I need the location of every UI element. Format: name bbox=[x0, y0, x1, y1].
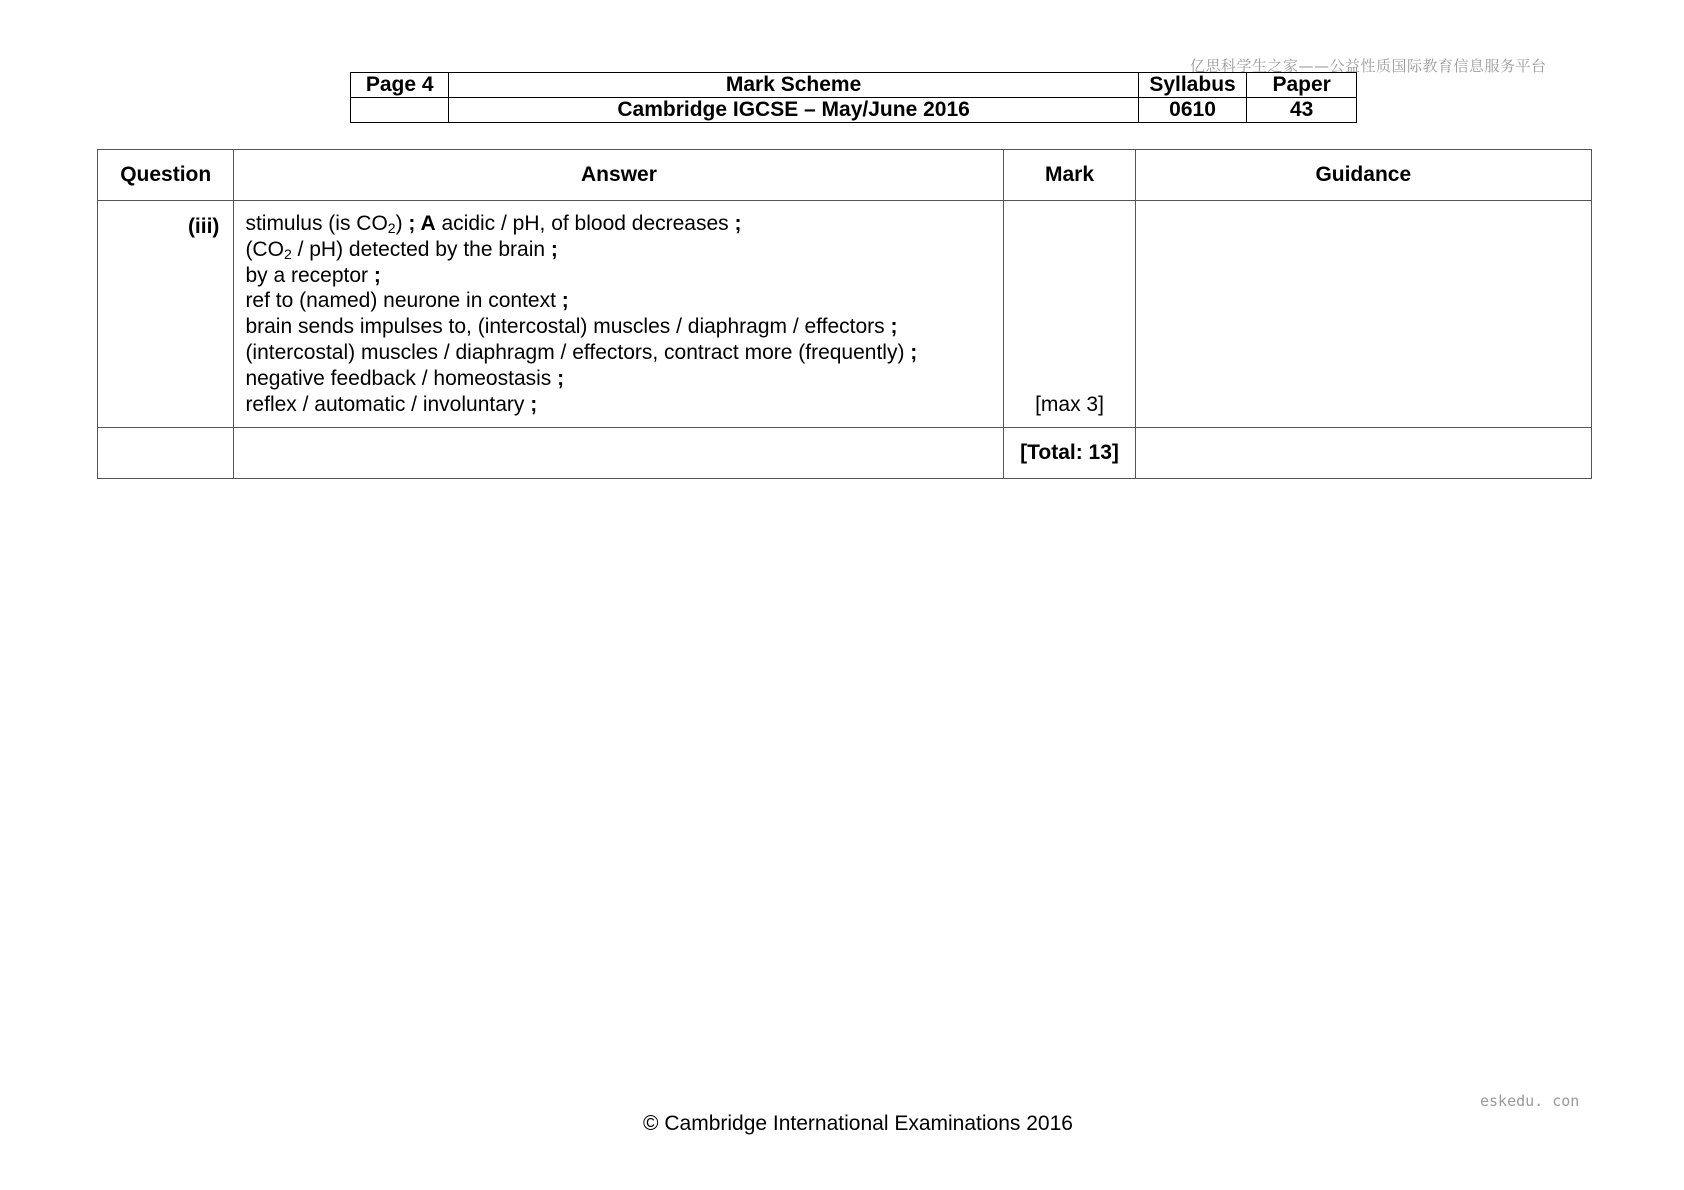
table-header-row bbox=[98, 150, 1592, 201]
column-header-guidance: Guidance bbox=[1135, 150, 1591, 201]
answer-line: ref to (named) neurone in context ; bbox=[245, 289, 569, 313]
answer-line: brain sends impulses to, (intercostal) muscles / diaphragm / effectors ; bbox=[245, 315, 898, 339]
answer-line: $(CO_2 / pH)$ detected by the brain ; bbox=[245, 237, 558, 262]
mark-scheme-header bbox=[350, 72, 1357, 123]
syllabus-label: Syllabus bbox=[1138, 73, 1247, 98]
page-number: Page 4 bbox=[351, 73, 449, 98]
copyright-footer: © Cambridge International Examinations 2016 bbox=[643, 1112, 1073, 1135]
answer-line: negative feedback / homeostasis ; bbox=[245, 366, 565, 390]
watermark-bottom: eskedu. con bbox=[1480, 1092, 1580, 1110]
syllabus-code: 0610 bbox=[1138, 98, 1247, 123]
answer-line: by a receptor ; bbox=[245, 263, 381, 287]
paper-number: 43 bbox=[1247, 98, 1357, 123]
empty-cell bbox=[234, 428, 1004, 479]
mark-value: [max 3] bbox=[1004, 201, 1135, 428]
empty-cell bbox=[98, 428, 234, 479]
header-subtitle: Cambridge IGCSE – May/June 2016 bbox=[449, 98, 1138, 123]
total-mark: [Total: 13] bbox=[1004, 428, 1135, 479]
column-header-mark: Mark bbox=[1004, 150, 1135, 201]
header-title: Mark Scheme bbox=[449, 73, 1138, 98]
answer-line: reflex / automatic / involuntary ; bbox=[245, 392, 538, 416]
mark-scheme-table bbox=[97, 149, 1592, 479]
question-number: (iii) bbox=[98, 201, 234, 428]
empty-header-cell bbox=[351, 98, 449, 123]
answer-line: (intercostal) muscles / diaphragm / effectors, contract more (frequently) ; bbox=[245, 340, 918, 364]
answer-cell bbox=[234, 201, 1004, 428]
paper-label: Paper bbox=[1247, 73, 1357, 98]
answer-line: stimulus (is $CO_2$) ; A acidic / pH, of blood decreases ; bbox=[245, 212, 742, 236]
table-row bbox=[98, 201, 1592, 428]
column-header-answer: Answer bbox=[234, 150, 1004, 201]
total-row bbox=[98, 428, 1592, 479]
column-header-question: Question bbox=[98, 150, 234, 201]
empty-cell bbox=[1135, 428, 1591, 479]
watermark-top: 亿思科学生之家——公益性质国际教育信息服务平台 bbox=[1190, 57, 1547, 75]
guidance-cell bbox=[1135, 201, 1591, 428]
